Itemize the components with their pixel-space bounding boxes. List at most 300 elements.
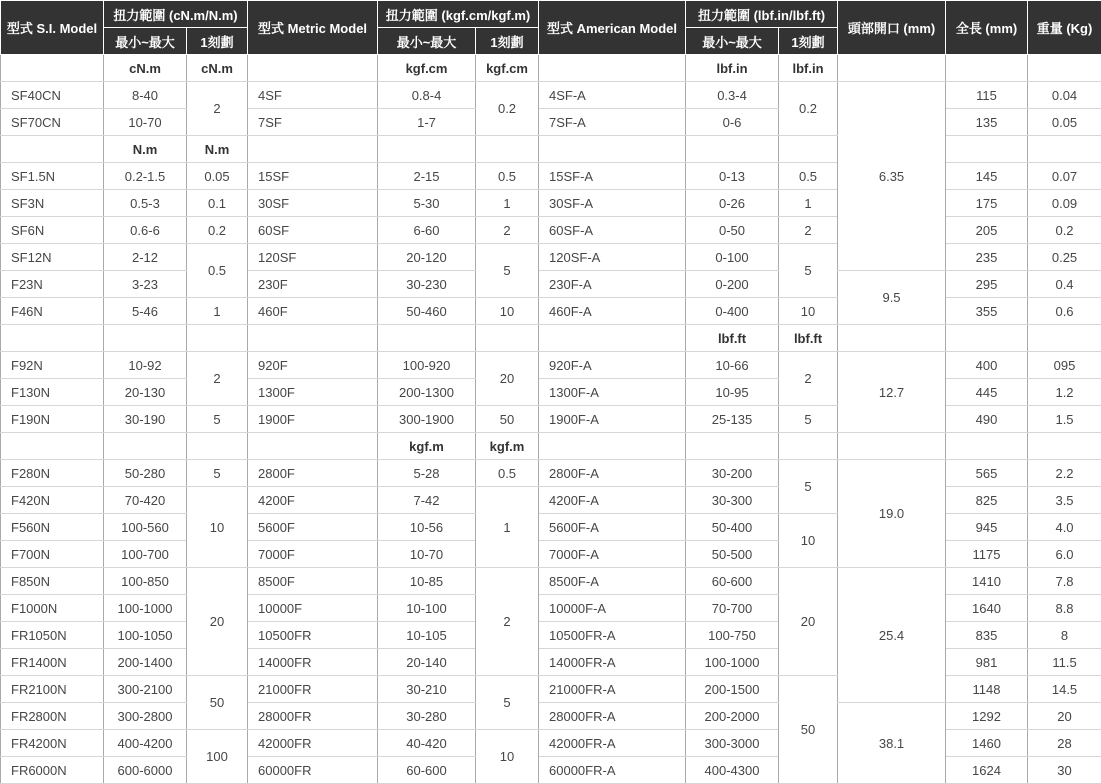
cell-overall-length: 1624 <box>946 757 1028 784</box>
cell-metric-graduation: 20 <box>476 352 539 406</box>
cell-metric-range: kgf.cm <box>378 55 476 82</box>
cell-si-range: 300-2100 <box>104 676 187 703</box>
cell-metric-graduation: 2 <box>476 568 539 676</box>
cell-metric-range: 10-70 <box>378 541 476 568</box>
cell-metric-model: 1300F <box>248 379 378 406</box>
cell-metric-graduation: 0.5 <box>476 460 539 487</box>
cell-overall-length: 1410 <box>946 568 1028 595</box>
cell-american-range: 100-750 <box>686 622 779 649</box>
cell-si-model: F1000N <box>1 595 104 622</box>
cell-american-range: 100-1000 <box>686 649 779 676</box>
cell-metric-model <box>248 325 378 352</box>
cell-metric-range: 20-120 <box>378 244 476 271</box>
cell-american-range: 0.3-4 <box>686 82 779 109</box>
cell-overall-length: 565 <box>946 460 1028 487</box>
cell-american-range: 0-26 <box>686 190 779 217</box>
column-header: 扭力範圍 (lbf.in/lbf.ft) <box>686 1 838 28</box>
table-header <box>1 1 1101 55</box>
cell-weight: 2.2 <box>1028 460 1101 487</box>
cell-weight: 0.07 <box>1028 163 1101 190</box>
cell-american-model: 15SF-A <box>539 163 686 190</box>
table-row <box>1 325 1101 352</box>
cell-si-range: 10-92 <box>104 352 187 379</box>
cell-american-graduation: 10 <box>779 514 838 568</box>
cell-american-range: 300-3000 <box>686 730 779 757</box>
cell-american-graduation: 10 <box>779 298 838 325</box>
cell-weight: 3.5 <box>1028 487 1101 514</box>
cell-american-graduation: 2 <box>779 217 838 244</box>
cell-si-range: 100-1000 <box>104 595 187 622</box>
cell-american-model <box>539 136 686 163</box>
cell-metric-range: 10-56 <box>378 514 476 541</box>
cell-american-model: 7SF-A <box>539 109 686 136</box>
cell-american-model: 30SF-A <box>539 190 686 217</box>
cell-si-range: 100-560 <box>104 514 187 541</box>
cell-american-model: 230F-A <box>539 271 686 298</box>
cell-si-model: FR1050N <box>1 622 104 649</box>
cell-si-range: 0.2-1.5 <box>104 163 187 190</box>
cell-si-range: 2-12 <box>104 244 187 271</box>
cell-metric-range: 0.8-4 <box>378 82 476 109</box>
cell-weight: 095 <box>1028 352 1101 379</box>
cell-metric-model: 10000F <box>248 595 378 622</box>
table-row <box>1 703 1101 730</box>
cell-american-model: 1900F-A <box>539 406 686 433</box>
cell-overall-length: 490 <box>946 406 1028 433</box>
cell-head-opening: 19.0 <box>838 460 946 568</box>
cell-si-model: FR2100N <box>1 676 104 703</box>
cell-american-range <box>686 433 779 460</box>
cell-metric-range: 60-600 <box>378 757 476 784</box>
cell-si-range: 400-4200 <box>104 730 187 757</box>
cell-metric-model: 230F <box>248 271 378 298</box>
column-subheader: 最小~最大 <box>378 28 476 55</box>
cell-overall-length: 400 <box>946 352 1028 379</box>
cell-overall-length: 1292 <box>946 703 1028 730</box>
cell-overall-length: 295 <box>946 271 1028 298</box>
cell-si-range: 10-70 <box>104 109 187 136</box>
cell-si-graduation: 5 <box>187 406 248 433</box>
cell-overall-length: 175 <box>946 190 1028 217</box>
cell-metric-model: 920F <box>248 352 378 379</box>
cell-weight: 20 <box>1028 703 1101 730</box>
cell-head-opening: 38.1 <box>838 703 946 784</box>
cell-american-model: 460F-A <box>539 298 686 325</box>
cell-metric-model: 8500F <box>248 568 378 595</box>
cell-overall-length: 981 <box>946 649 1028 676</box>
cell-si-graduation: 2 <box>187 82 248 136</box>
cell-american-range: 0-200 <box>686 271 779 298</box>
cell-metric-model: 60000FR <box>248 757 378 784</box>
cell-american-model: 4200F-A <box>539 487 686 514</box>
table-body <box>1 55 1101 784</box>
cell-si-model: SF3N <box>1 190 104 217</box>
cell-metric-model: 5600F <box>248 514 378 541</box>
column-header: 型式 Metric Model <box>248 1 378 55</box>
cell-metric-range: 200-1300 <box>378 379 476 406</box>
cell-metric-range <box>378 136 476 163</box>
cell-si-range: 100-700 <box>104 541 187 568</box>
cell-american-model <box>539 55 686 82</box>
cell-si-model: FR2800N <box>1 703 104 730</box>
cell-metric-model: 42000FR <box>248 730 378 757</box>
cell-si-model: SF6N <box>1 217 104 244</box>
cell-weight: 8 <box>1028 622 1101 649</box>
cell-metric-graduation: 10 <box>476 298 539 325</box>
cell-metric-range: 5-30 <box>378 190 476 217</box>
cell-metric-model <box>248 433 378 460</box>
column-subheader: 最小~最大 <box>104 28 187 55</box>
cell-weight: 4.0 <box>1028 514 1101 541</box>
cell-weight: 8.8 <box>1028 595 1101 622</box>
cell-weight: 1.2 <box>1028 379 1101 406</box>
cell-metric-model: 15SF <box>248 163 378 190</box>
cell-metric-range: 50-460 <box>378 298 476 325</box>
cell-metric-range: 30-280 <box>378 703 476 730</box>
cell-metric-model: 60SF <box>248 217 378 244</box>
cell-american-graduation: lbf.in <box>779 55 838 82</box>
cell-american-graduation <box>779 433 838 460</box>
cell-metric-range: 300-1900 <box>378 406 476 433</box>
cell-metric-range: 6-60 <box>378 217 476 244</box>
cell-metric-model: 30SF <box>248 190 378 217</box>
cell-si-range: 0.5-3 <box>104 190 187 217</box>
cell-si-model: F130N <box>1 379 104 406</box>
cell-si-range: 200-1400 <box>104 649 187 676</box>
cell-metric-graduation: 0.5 <box>476 163 539 190</box>
cell-american-range: 0-13 <box>686 163 779 190</box>
cell-metric-graduation: 1 <box>476 487 539 568</box>
cell-american-model <box>539 433 686 460</box>
cell-american-graduation: 1 <box>779 190 838 217</box>
cell-american-range: 30-200 <box>686 460 779 487</box>
cell-si-model: F560N <box>1 514 104 541</box>
cell-head-opening <box>838 433 946 460</box>
cell-american-model: 920F-A <box>539 352 686 379</box>
cell-metric-model: 120SF <box>248 244 378 271</box>
cell-si-range: 50-280 <box>104 460 187 487</box>
cell-weight <box>1028 325 1101 352</box>
cell-si-range: 30-190 <box>104 406 187 433</box>
cell-metric-model: 10500FR <box>248 622 378 649</box>
column-subheader: 1刻劃 <box>779 28 838 55</box>
cell-metric-model: 14000FR <box>248 649 378 676</box>
cell-metric-graduation: 5 <box>476 244 539 298</box>
cell-si-model: F190N <box>1 406 104 433</box>
cell-si-range <box>104 325 187 352</box>
cell-head-opening <box>838 325 946 352</box>
cell-si-graduation: 2 <box>187 352 248 406</box>
cell-overall-length: 145 <box>946 163 1028 190</box>
cell-american-model: 14000FR-A <box>539 649 686 676</box>
cell-american-model: 8500F-A <box>539 568 686 595</box>
cell-metric-range <box>378 325 476 352</box>
cell-american-range: 60-600 <box>686 568 779 595</box>
cell-american-graduation: 5 <box>779 244 838 298</box>
table-row <box>1 271 1101 298</box>
cell-weight: 0.04 <box>1028 82 1101 109</box>
cell-american-graduation: lbf.ft <box>779 325 838 352</box>
cell-metric-model: 28000FR <box>248 703 378 730</box>
cell-weight <box>1028 433 1101 460</box>
cell-weight: 0.6 <box>1028 298 1101 325</box>
cell-si-model: F420N <box>1 487 104 514</box>
cell-weight: 28 <box>1028 730 1101 757</box>
cell-overall-length <box>946 136 1028 163</box>
cell-metric-graduation: 1 <box>476 190 539 217</box>
cell-si-range: 5-46 <box>104 298 187 325</box>
cell-si-model <box>1 136 104 163</box>
cell-metric-graduation: 5 <box>476 676 539 730</box>
cell-overall-length: 1148 <box>946 676 1028 703</box>
cell-metric-graduation <box>476 325 539 352</box>
cell-si-graduation <box>187 433 248 460</box>
cell-american-model: 120SF-A <box>539 244 686 271</box>
cell-overall-length: 115 <box>946 82 1028 109</box>
cell-american-range: 0-100 <box>686 244 779 271</box>
cell-overall-length: 135 <box>946 109 1028 136</box>
table-row <box>1 568 1101 595</box>
cell-metric-model: 7SF <box>248 109 378 136</box>
cell-american-range: 70-700 <box>686 595 779 622</box>
cell-american-model: 60SF-A <box>539 217 686 244</box>
cell-american-model: 4SF-A <box>539 82 686 109</box>
table-row <box>1 352 1101 379</box>
cell-american-range: 0-50 <box>686 217 779 244</box>
cell-american-range: 0-6 <box>686 109 779 136</box>
cell-american-model: 10500FR-A <box>539 622 686 649</box>
cell-american-range: 10-95 <box>686 379 779 406</box>
cell-metric-graduation: 50 <box>476 406 539 433</box>
cell-american-range: 30-300 <box>686 487 779 514</box>
column-header: 型式 American Model <box>539 1 686 55</box>
cell-weight: 0.25 <box>1028 244 1101 271</box>
cell-si-range: 70-420 <box>104 487 187 514</box>
cell-metric-range: kgf.m <box>378 433 476 460</box>
cell-metric-model: 460F <box>248 298 378 325</box>
cell-overall-length: 835 <box>946 622 1028 649</box>
cell-weight: 1.5 <box>1028 406 1101 433</box>
cell-si-model: FR6000N <box>1 757 104 784</box>
cell-overall-length: 445 <box>946 379 1028 406</box>
table-row <box>1 82 1101 109</box>
cell-overall-length: 825 <box>946 487 1028 514</box>
cell-si-model <box>1 325 104 352</box>
cell-american-model <box>539 325 686 352</box>
cell-si-model: SF70CN <box>1 109 104 136</box>
cell-american-graduation: 5 <box>779 406 838 433</box>
cell-metric-model: 4SF <box>248 82 378 109</box>
cell-american-model: 60000FR-A <box>539 757 686 784</box>
cell-metric-graduation: 0.2 <box>476 82 539 136</box>
cell-american-model: 5600F-A <box>539 514 686 541</box>
cell-si-range: N.m <box>104 136 187 163</box>
cell-si-model <box>1 433 104 460</box>
cell-american-model: 10000F-A <box>539 595 686 622</box>
cell-head-opening <box>838 55 946 82</box>
cell-si-graduation: 0.5 <box>187 244 248 298</box>
cell-weight <box>1028 136 1101 163</box>
cell-head-opening: 6.35 <box>838 82 946 271</box>
cell-si-range: 8-40 <box>104 82 187 109</box>
cell-si-graduation: 1 <box>187 298 248 325</box>
cell-metric-graduation: 10 <box>476 730 539 784</box>
cell-weight: 0.2 <box>1028 217 1101 244</box>
column-subheader: 1刻劃 <box>476 28 539 55</box>
cell-si-range <box>104 433 187 460</box>
cell-american-range: 0-400 <box>686 298 779 325</box>
column-subheader: 1刻劃 <box>187 28 248 55</box>
cell-si-graduation: 5 <box>187 460 248 487</box>
cell-si-model: F92N <box>1 352 104 379</box>
units-row <box>1 55 1101 82</box>
cell-head-opening: 12.7 <box>838 352 946 433</box>
cell-si-range: 100-1050 <box>104 622 187 649</box>
column-header: 頭部開口 (mm) <box>838 1 946 55</box>
cell-american-graduation: 50 <box>779 676 838 784</box>
cell-si-range: 20-130 <box>104 379 187 406</box>
cell-overall-length: 205 <box>946 217 1028 244</box>
cell-weight: 30 <box>1028 757 1101 784</box>
cell-metric-graduation <box>476 136 539 163</box>
cell-si-range: 3-23 <box>104 271 187 298</box>
cell-si-model <box>1 55 104 82</box>
cell-american-model: 2800F-A <box>539 460 686 487</box>
cell-overall-length: 355 <box>946 298 1028 325</box>
cell-weight: 7.8 <box>1028 568 1101 595</box>
cell-metric-range: 30-210 <box>378 676 476 703</box>
cell-si-graduation: 10 <box>187 487 248 568</box>
cell-american-range: lbf.in <box>686 55 779 82</box>
cell-si-graduation: 0.05 <box>187 163 248 190</box>
cell-overall-length: 235 <box>946 244 1028 271</box>
cell-si-range: cN.m <box>104 55 187 82</box>
cell-si-model: F280N <box>1 460 104 487</box>
cell-metric-model <box>248 55 378 82</box>
cell-si-model: FR1400N <box>1 649 104 676</box>
cell-american-range: 50-500 <box>686 541 779 568</box>
cell-overall-length <box>946 433 1028 460</box>
column-header: 扭力範圍 (kgf.cm/kgf.m) <box>378 1 539 28</box>
cell-american-graduation: 0.5 <box>779 163 838 190</box>
cell-overall-length <box>946 325 1028 352</box>
column-header: 型式 S.I. Model <box>1 1 104 55</box>
cell-american-model: 1300F-A <box>539 379 686 406</box>
cell-american-range: 200-1500 <box>686 676 779 703</box>
cell-weight: 6.0 <box>1028 541 1101 568</box>
cell-metric-range: 7-42 <box>378 487 476 514</box>
cell-head-opening: 9.5 <box>838 271 946 325</box>
cell-si-range: 300-2800 <box>104 703 187 730</box>
cell-metric-range: 5-28 <box>378 460 476 487</box>
cell-metric-graduation: kgf.m <box>476 433 539 460</box>
cell-si-model: SF12N <box>1 244 104 271</box>
table-row <box>1 460 1101 487</box>
table-row <box>1 433 1101 460</box>
cell-american-model: 7000F-A <box>539 541 686 568</box>
cell-american-graduation <box>779 136 838 163</box>
cell-overall-length: 1640 <box>946 595 1028 622</box>
cell-american-graduation: 5 <box>779 460 838 514</box>
cell-si-model: SF1.5N <box>1 163 104 190</box>
cell-metric-model: 7000F <box>248 541 378 568</box>
cell-metric-range: 10-85 <box>378 568 476 595</box>
cell-american-range: 10-66 <box>686 352 779 379</box>
cell-american-range <box>686 136 779 163</box>
cell-overall-length <box>946 55 1028 82</box>
column-subheader: 最小~最大 <box>686 28 779 55</box>
cell-metric-range: 10-105 <box>378 622 476 649</box>
cell-si-model: F46N <box>1 298 104 325</box>
cell-american-model: 28000FR-A <box>539 703 686 730</box>
cell-weight: 0.05 <box>1028 109 1101 136</box>
cell-metric-model <box>248 136 378 163</box>
cell-metric-model: 21000FR <box>248 676 378 703</box>
cell-american-graduation: 0.2 <box>779 82 838 136</box>
cell-si-graduation: 50 <box>187 676 248 730</box>
cell-overall-length: 1460 <box>946 730 1028 757</box>
cell-american-range: 25-135 <box>686 406 779 433</box>
cell-weight: 0.4 <box>1028 271 1101 298</box>
cell-si-model: F850N <box>1 568 104 595</box>
cell-si-range: 600-6000 <box>104 757 187 784</box>
cell-si-graduation: cN.m <box>187 55 248 82</box>
cell-metric-model: 2800F <box>248 460 378 487</box>
cell-metric-range: 30-230 <box>378 271 476 298</box>
cell-american-range: 200-2000 <box>686 703 779 730</box>
column-header: 扭力範圍 (cN.m/N.m) <box>104 1 248 28</box>
cell-metric-model: 1900F <box>248 406 378 433</box>
cell-si-model: F23N <box>1 271 104 298</box>
cell-metric-range: 100-920 <box>378 352 476 379</box>
cell-si-graduation: 0.1 <box>187 190 248 217</box>
column-header: 重量 (Kg) <box>1028 1 1101 55</box>
cell-weight: 11.5 <box>1028 649 1101 676</box>
cell-si-range: 0.6-6 <box>104 217 187 244</box>
cell-metric-range: 40-420 <box>378 730 476 757</box>
column-header: 全長 (mm) <box>946 1 1028 55</box>
cell-metric-range: 2-15 <box>378 163 476 190</box>
cell-metric-graduation: kgf.cm <box>476 55 539 82</box>
cell-american-model: 21000FR-A <box>539 676 686 703</box>
cell-american-graduation: 20 <box>779 568 838 676</box>
cell-si-model: FR4200N <box>1 730 104 757</box>
cell-weight: 14.5 <box>1028 676 1101 703</box>
cell-weight <box>1028 55 1101 82</box>
cell-american-range: 400-4300 <box>686 757 779 784</box>
cell-si-graduation: 0.2 <box>187 217 248 244</box>
cell-si-model: F700N <box>1 541 104 568</box>
cell-weight: 0.09 <box>1028 190 1101 217</box>
cell-american-range: 50-400 <box>686 514 779 541</box>
cell-american-model: 42000FR-A <box>539 730 686 757</box>
cell-american-range: lbf.ft <box>686 325 779 352</box>
cell-si-model: SF40CN <box>1 82 104 109</box>
cell-metric-model: 4200F <box>248 487 378 514</box>
cell-si-graduation: 20 <box>187 568 248 676</box>
cell-metric-range: 20-140 <box>378 649 476 676</box>
cell-head-opening: 25.4 <box>838 568 946 703</box>
cell-metric-range: 10-100 <box>378 595 476 622</box>
cell-metric-range: 1-7 <box>378 109 476 136</box>
cell-overall-length: 945 <box>946 514 1028 541</box>
cell-si-graduation: 100 <box>187 730 248 784</box>
cell-metric-graduation: 2 <box>476 217 539 244</box>
cell-si-range: 100-850 <box>104 568 187 595</box>
cell-american-graduation: 2 <box>779 352 838 406</box>
cell-si-graduation <box>187 325 248 352</box>
cell-si-graduation: N.m <box>187 136 248 163</box>
